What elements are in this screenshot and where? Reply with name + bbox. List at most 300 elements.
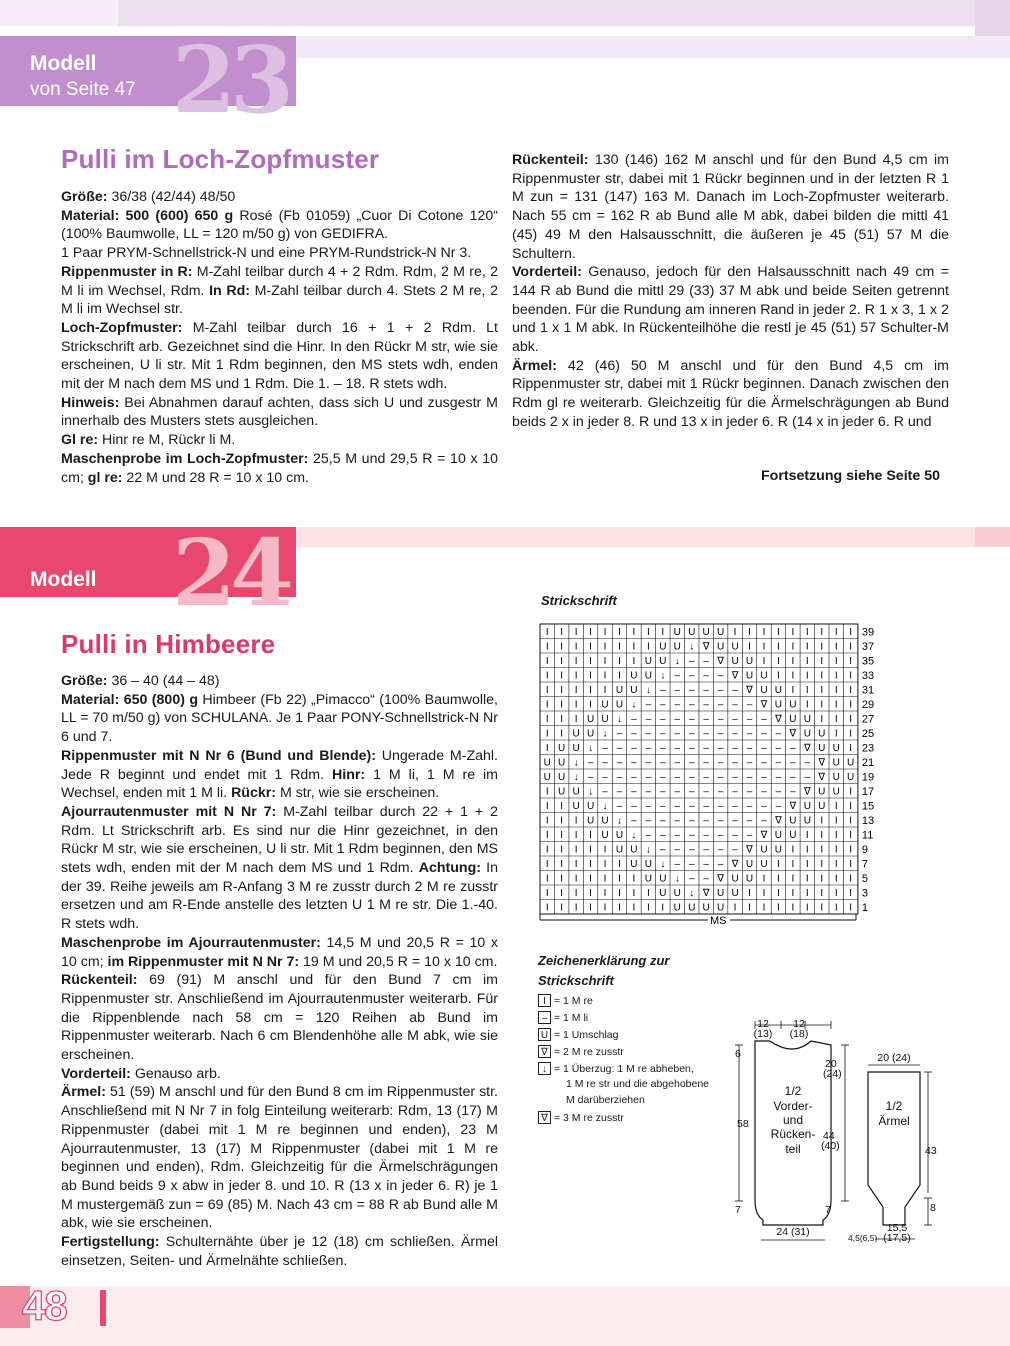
- chart-symbol: U: [731, 888, 739, 899]
- chart-symbol: ↓: [616, 815, 622, 827]
- chart-symbol: I: [603, 641, 607, 653]
- schema-43: 43: [925, 1145, 937, 1157]
- chart-symbol: ↓: [645, 685, 651, 696]
- chart-symbol: U: [586, 714, 595, 725]
- legend-list: [538, 994, 728, 1134]
- chart-symbol: U: [659, 888, 667, 899]
- chart-symbol: I: [748, 641, 751, 653]
- chart-symbol: U: [745, 670, 754, 682]
- chart-symbol: –: [703, 801, 709, 812]
- chart-symbol: I: [805, 888, 809, 899]
- chart-symbol: I: [618, 670, 621, 682]
- chart-symbol: I: [820, 830, 824, 841]
- chart-symbol: U: [774, 699, 783, 711]
- chart-symbol: I: [849, 815, 853, 827]
- chart-symbol: –: [790, 772, 796, 783]
- chart-row-label: 31: [861, 684, 875, 697]
- chart-symbol: U: [601, 699, 609, 711]
- chart-symbol: –: [732, 801, 738, 812]
- legend-symbol: ↓: [538, 1062, 551, 1075]
- chart-symbol: –: [645, 714, 652, 725]
- chart-symbol: I: [834, 888, 838, 899]
- chart-symbol: U: [688, 627, 696, 638]
- chart-symbol: I: [574, 844, 578, 856]
- chart-symbol: I: [603, 859, 607, 870]
- chart-symbol: I: [820, 902, 824, 914]
- chart-symbol: U: [543, 772, 551, 783]
- schema-7-left: 7: [735, 1204, 741, 1216]
- chart-symbol: U: [702, 902, 710, 914]
- chart-symbol: –: [602, 743, 608, 754]
- chart-symbol: I: [762, 627, 766, 638]
- chart-symbol: –: [717, 728, 724, 740]
- chart-symbol: U: [630, 685, 638, 696]
- legend-item-ueberzug-2: [566, 1078, 709, 1090]
- chart-symbol: I: [805, 873, 809, 885]
- chart-symbol: –: [674, 772, 681, 783]
- chart-symbol: –: [674, 685, 681, 696]
- chart-symbol: I: [603, 873, 607, 885]
- chart-symbol: –: [746, 699, 753, 711]
- chart-symbol: –: [804, 772, 811, 783]
- model24-text-column: Größe: 36 – 40 (44 – 48) Material: 650 (800) g Himbeer (Fb 22) „Pimacco“ (100% Baumwolle, LL = 70 m/50 g) von SCHULANA. Je 1 Paar PONY-Schnellstrick-N Nr 6 und 7. Rippenmuster mit N Nr 6 (Bund und Blende): Ungerade M-Zahl. Jede R beginnt und endet mit 1 Rdm. Hinr: 1 M li, 1 M re im Wechsel, enden mit 1 M li. Rückr: M str, wie sie erscheinen. Ajourrautenmuster mit N Nr 7: M-Zahl teilbar durch 22 + 1 + 2 Rdm. Lt Strickschrift arb. Es sind nur die Hinr gezeichnet, in den Rückr M str, wie sie erscheinen, U li str. Mit 1 Rdm beginnen, den MS stets wdh, enden mit der M nach dem MS und 1 Rdm. Achtung: In der 39. Reihe jeweils am R-Anfang 3 M re zusstr durch 2 M re zusstr ersetzen und am R-Ende anstelle des letzten U 1 M re str. Die 1.-40. R stets wdh. Maschenprobe im Ajourrautenmuster: 14,5 M und 20,5 R = 10 x 10 cm; im Rippenmuster mit N Nr 7: 19 M und 20,5 R = 10 x 10 cm. Rückenteil: 69 (91) M anschl und für den Bund 7 cm im Rippenmuster str. Anschließend im Ajourrautenmuster weiterarb. Für die Rippenblende nach 58 cm = 120 Reihen ab Bund im Rippenmuster weiterarb. Nach 6 cm Blendenhöhe alle M abk, wie sie erscheinen. Vorderteil: Genauso arb. Ärmel: 51 (59) M anschl und für den Bund 8 cm im Rippenmuster str. Anschließend mit N Nr 7 in folg Einteilung weiterarb: Rdm, 13 (17) M Rippenmuster (dabei mit 1 M re beginnen und enden), 23 M Ajourrautenmuster, 13 (17) M Rippenmuster (dabei mit 1 M re beginnen und enden), Rdm. Gleichzeitig für die Ärmelschrägungen ab Bund beids 9 x abw in jeder 8. und 10. R (13 x in jeder 6. R) je 1 M mustergemäß zun = 69 (85) M. Nach 43 cm = 88 R ab Bund alle M abk, wie sie erscheinen. Fertigstellung: Schulternähte über je 12 (18) cm schließen. Ärmel einsetzen, Seiten- und Ärmelnähte schließen.: [61, 673, 499, 1269]
- chart-row-label: 15: [861, 800, 875, 813]
- chart-symbol: U: [803, 801, 811, 812]
- chart-symbol: –: [703, 844, 709, 856]
- chart-symbol: I: [834, 685, 838, 696]
- schema-top-left-a: 12: [757, 1018, 769, 1030]
- knitting-chart: [538, 620, 888, 930]
- chart-symbol: I: [589, 888, 592, 899]
- chart-symbol: I: [618, 902, 621, 914]
- chart-symbol: I: [560, 902, 564, 914]
- chart-symbol: I: [560, 815, 564, 827]
- chart-symbol: I: [820, 699, 824, 711]
- chart-symbol: U: [659, 656, 667, 667]
- chart-symbol: I: [603, 627, 607, 638]
- chart-symbol: U: [832, 757, 840, 769]
- chart-symbol: I: [820, 888, 824, 899]
- chart-symbol: U: [673, 902, 681, 914]
- chart-symbol: –: [732, 815, 738, 827]
- chart-symbol: –: [645, 757, 652, 769]
- chart-symbol: I: [849, 641, 853, 653]
- legend-text: M darüberziehen: [566, 1094, 645, 1106]
- chart-symbol: U: [543, 757, 551, 769]
- schema-58: 58: [737, 1118, 749, 1130]
- chart-symbol: I: [849, 627, 853, 638]
- chart-symbol: U: [760, 844, 768, 856]
- footer-band: [0, 1286, 1010, 1346]
- chart-symbol: ↓: [631, 830, 637, 841]
- chart-symbol: –: [804, 757, 811, 769]
- chart-symbol: –: [660, 757, 666, 769]
- chart-symbol: U: [601, 830, 609, 841]
- chart-symbol: –: [746, 801, 753, 812]
- chart-symbol: I: [748, 902, 751, 914]
- chart-symbol: –: [688, 772, 695, 783]
- chart-symbol: ∇: [746, 844, 753, 856]
- chart-symbol: I: [603, 656, 607, 667]
- chart-symbol: I: [849, 830, 853, 841]
- schema-sleeve-label-2: Ärmel: [878, 1114, 910, 1128]
- chart-symbol: I: [733, 902, 737, 914]
- chart-symbol: I: [762, 902, 766, 914]
- chart-symbol: ↓: [674, 656, 680, 667]
- schema-body-label-4: Rücken-: [770, 1127, 816, 1141]
- chart-symbol: U: [659, 873, 667, 885]
- chart-symbol: I: [762, 888, 766, 899]
- chart-symbol: I: [820, 656, 824, 667]
- chart-symbol: I: [820, 859, 824, 870]
- chart-symbol: I: [632, 888, 636, 899]
- chart-symbol: I: [834, 699, 838, 711]
- chart-symbol: I: [762, 656, 766, 667]
- chart-symbol: U: [717, 641, 725, 653]
- chart-symbol: I: [805, 685, 809, 696]
- chart-symbol: I: [849, 873, 853, 885]
- chart-symbol: –: [688, 728, 695, 740]
- chart-symbol: ↓: [573, 772, 579, 783]
- chart-symbol: –: [674, 844, 681, 856]
- legend-text: = 1 M re: [554, 994, 593, 1007]
- chart-symbol: U: [832, 786, 840, 798]
- chart-symbol: I: [791, 656, 795, 667]
- chart-symbol: I: [791, 844, 795, 856]
- chart-symbol: I: [849, 902, 853, 914]
- chart-symbol: –: [732, 728, 738, 740]
- chart-symbol: U: [789, 714, 797, 725]
- schema-sleeve-top: 20 (24): [877, 1052, 911, 1064]
- chart-symbol: –: [775, 757, 782, 769]
- chart-symbol: U: [774, 844, 783, 856]
- chart-symbol: I: [560, 641, 564, 653]
- chart-row-label: 3: [861, 887, 869, 900]
- chart-symbol: ↓: [602, 728, 608, 740]
- chart-symbol: U: [673, 641, 681, 653]
- model24-title: Pulli in Himbeere: [61, 629, 276, 659]
- chart-symbol: U: [832, 772, 840, 783]
- chart-symbol: I: [834, 728, 838, 740]
- chart-symbol: –: [775, 728, 782, 740]
- chart-symbol: –: [645, 801, 652, 812]
- chart-symbol: –: [660, 699, 666, 711]
- legend-symbol: ∇: [538, 1045, 551, 1058]
- legend-item-umschlag: [538, 1028, 619, 1041]
- chart-symbol: –: [645, 772, 652, 783]
- chart-symbol: –: [660, 685, 666, 696]
- chart-symbol: U: [586, 801, 595, 812]
- chart-symbol: I: [646, 627, 650, 638]
- chart-symbol: –: [688, 670, 695, 682]
- chart-symbol: I: [603, 844, 607, 856]
- legend-symbol: I: [538, 994, 551, 1007]
- chart-symbol: U: [774, 685, 783, 696]
- schema-44: 44: [823, 1130, 835, 1142]
- chart-symbol: –: [602, 772, 608, 783]
- chart-symbol: –: [645, 786, 652, 798]
- body-neckline: [770, 1041, 811, 1049]
- page-number-bar: [100, 1290, 106, 1326]
- chart-symbol: –: [717, 786, 724, 798]
- model23-left-column: Größe: 36/38 (42/44) 48/50 Material: 500 (600) 650 g Rosé (Fb 01059) „Cuor Di Cotone 120“ (100% Baumwolle, LL = 120 m/50 g) von GEDIFRA. 1 Paar PRYM-Schnellstrick-N und eine PRYM-Rundstrick-N Nr 3. Rippenmuster in R: M-Zahl teilbar durch 4 + 2 Rdm. Rdm, 2 M re, 2 M li im Wechsel, Rdm. In Rd: M-Zahl teilbar durch 4. Stets 2 M re, 2 M li im Wechsel str. Loch-Zopfmuster: M-Zahl teilbar durch 16 + 1 + 2 Rdm. Lt Strickschrift arb. Gezeichnet sind die Hinr. In den Rückr M str, wie sie erscheinen, U li str. Mit 1 Rdm beginnen, den MS stets wdh, enden mit der M nach dem MS und 1 Rdm. Die 1. – 18. R stets wdh. Hinweis: Bei Abnahmen darauf achten, dass sich U und zusgestr M innerhalb des Musters stets ausgleichen. Gl re: Hinr re M, Rückr li M. Maschenprobe im Loch-Zopfmuster: 25,5 M und 29,5 R = 10 x 10 cm; gl re: 22 M und 28 R = 10 x 10 cm.: [61, 189, 498, 486]
- chart-symbol: I: [545, 902, 549, 914]
- chart-symbol: I: [618, 627, 621, 638]
- chart-symbol: I: [849, 714, 853, 725]
- chart-symbol: U: [558, 757, 566, 769]
- chart-symbol: I: [849, 801, 853, 812]
- chart-symbol: ↓: [616, 714, 622, 725]
- schema-top-left-b: (13): [753, 1028, 773, 1040]
- chart-symbol: I: [545, 859, 549, 870]
- chart-row-label: 23: [861, 742, 875, 755]
- chart-symbol: ↓: [689, 888, 695, 899]
- chart-symbol: U: [818, 743, 826, 754]
- chart-symbol: I: [849, 728, 853, 740]
- chart-symbol: I: [545, 714, 549, 725]
- chart-symbol: I: [560, 714, 564, 725]
- chart-symbol: ↓: [660, 859, 666, 870]
- chart-symbol: I: [618, 888, 621, 899]
- chart-symbol: U: [717, 627, 725, 638]
- chart-symbol: I: [820, 685, 824, 696]
- chart-symbol: U: [586, 728, 595, 740]
- chart-symbol: –: [717, 699, 724, 711]
- chart-symbol: I: [777, 641, 780, 653]
- chart-symbol: –: [688, 757, 695, 769]
- chart-symbol: –: [688, 685, 695, 696]
- chart-symbol: ∇: [818, 757, 826, 769]
- chart-symbol: –: [703, 786, 709, 798]
- chart-symbol: –: [732, 743, 738, 754]
- chart-symbol: –: [688, 859, 695, 870]
- chart-symbol: I: [849, 743, 853, 754]
- chart-symbol: –: [674, 699, 681, 711]
- chart-symbol: I: [618, 656, 621, 667]
- chart-row-label: 21: [861, 757, 875, 769]
- chart-symbol: I: [777, 888, 780, 899]
- chart-row-labels: [862, 627, 874, 915]
- chart-symbol: –: [746, 757, 753, 769]
- chart-symbol: I: [834, 815, 838, 827]
- chart-symbol: I: [805, 627, 809, 638]
- schema-7-right: 7: [825, 1204, 831, 1216]
- chart-symbol: U: [572, 728, 580, 740]
- chart-symbol: I: [805, 902, 809, 914]
- legend-symbol: U: [538, 1028, 551, 1041]
- chart-symbol: –: [775, 772, 782, 783]
- chart-symbol: I: [820, 627, 824, 638]
- chart-symbol: –: [674, 801, 681, 812]
- chart-symbol: –: [746, 714, 753, 725]
- chart-symbol: –: [674, 815, 681, 827]
- chart-symbol: –: [761, 786, 767, 798]
- chart-symbol: I: [589, 844, 592, 856]
- chart-symbol: I: [834, 656, 838, 667]
- chart-symbol: I: [574, 902, 578, 914]
- model24-number: 24: [172, 519, 289, 627]
- chart-symbol: I: [560, 830, 564, 841]
- legend-item-ueberzug-3: [566, 1094, 645, 1106]
- schema-sleeve-side: 4,5(6,5): [848, 1233, 878, 1243]
- chart-row-label: 37: [861, 641, 875, 653]
- chart-symbol: I: [777, 670, 780, 682]
- chart-symbol: –: [616, 728, 623, 740]
- legend-item-3m-zusstr: [538, 1111, 624, 1124]
- legend-item-re: [538, 994, 593, 1007]
- chart-symbol: U: [615, 699, 624, 711]
- schema-body-label-3: und: [782, 1113, 804, 1127]
- chart-symbol: I: [834, 902, 838, 914]
- chart-symbol: I: [646, 902, 650, 914]
- chart-symbol: –: [688, 801, 695, 812]
- chart-symbol: U: [630, 670, 638, 682]
- chart-symbol: –: [703, 757, 709, 769]
- chart-symbol: ∇: [702, 641, 710, 653]
- chart-symbol: I: [805, 670, 809, 682]
- chart-symbol: I: [574, 685, 578, 696]
- chart-symbol: –: [688, 873, 695, 885]
- chart-symbol: I: [574, 888, 578, 899]
- chart-symbol: U: [688, 902, 696, 914]
- chart-symbol: –: [703, 815, 709, 827]
- chart-symbol: –: [660, 786, 666, 798]
- chart-symbol: ↓: [602, 801, 608, 812]
- chart-symbol: –: [688, 714, 695, 725]
- chart-symbol: U: [731, 656, 739, 667]
- legend-text: 1 M re str und die abgehobene: [566, 1078, 710, 1090]
- chart-symbol: –: [717, 844, 724, 856]
- chart-symbol: ↓: [660, 670, 666, 682]
- chart-symbol: –: [631, 757, 637, 769]
- chart-symbol: I: [805, 859, 809, 870]
- chart-symbol: U: [572, 743, 580, 754]
- chart-symbol: I: [632, 873, 636, 885]
- schema-20: 20: [825, 1058, 837, 1070]
- chart-symbol: I: [560, 801, 564, 812]
- chart-symbol: I: [777, 627, 780, 638]
- chart-symbol: ∇: [731, 670, 739, 682]
- chart-symbol: –: [645, 815, 652, 827]
- chart-symbol: I: [545, 656, 549, 667]
- chart-symbol: I: [834, 844, 838, 856]
- band-24: [296, 527, 1010, 547]
- chart-symbol: U: [717, 902, 725, 914]
- chart-symbol: –: [717, 670, 724, 682]
- schema-body-label-1: 1/2: [784, 1084, 802, 1098]
- chart-symbol: –: [631, 743, 637, 754]
- chart-symbol: U: [760, 685, 768, 696]
- chart-symbol: U: [760, 859, 768, 870]
- chart-symbol: I: [560, 685, 564, 696]
- chart-symbol: U: [630, 844, 638, 856]
- chart-row-label: 17: [861, 786, 875, 798]
- chart-symbol: I: [849, 656, 853, 667]
- chart-symbol: ∇: [746, 685, 753, 696]
- chart-symbol: I: [791, 873, 795, 885]
- chart-symbol: U: [644, 859, 652, 870]
- chart-symbol: I: [805, 699, 809, 711]
- chart-symbol: U: [615, 685, 624, 696]
- chart-symbol: I: [545, 685, 549, 696]
- chart-symbol: –: [674, 670, 681, 682]
- chart-symbol: I: [574, 859, 578, 870]
- chart-symbol: –: [746, 772, 753, 783]
- chart-symbol: I: [791, 888, 795, 899]
- chart-symbol: –: [746, 786, 753, 798]
- chart-symbol: ∇: [702, 888, 710, 899]
- chart-row-label: 7: [861, 858, 869, 871]
- chart-symbol: ∇: [789, 801, 797, 812]
- chart-symbol: I: [632, 902, 636, 914]
- chart-symbol: I: [545, 728, 549, 740]
- chart-symbol: U: [630, 859, 638, 870]
- chart-symbol: I: [834, 859, 838, 870]
- chart-symbol: ∇: [717, 656, 724, 667]
- chart-symbol: I: [834, 714, 838, 725]
- chart-symbol: I: [603, 670, 607, 682]
- chart-symbol: –: [587, 772, 594, 783]
- chart-symbol: I: [545, 844, 549, 856]
- chart-symbol: U: [615, 844, 624, 856]
- chart-symbol: I: [849, 685, 853, 696]
- chart-symbol: ∇: [803, 743, 811, 754]
- chart-symbol: I: [574, 627, 578, 638]
- chart-row-label: 13: [861, 815, 875, 827]
- chart-symbol: I: [791, 670, 795, 682]
- chart-grid: [540, 624, 858, 914]
- schema-six: 6: [735, 1048, 741, 1060]
- chart-symbol: ∇: [760, 699, 768, 711]
- chart-symbol: I: [646, 641, 650, 653]
- chart-symbol: U: [644, 873, 652, 885]
- chart-symbol: I: [560, 656, 564, 667]
- chart-symbol: I: [560, 859, 564, 870]
- chart-symbol: I: [560, 670, 564, 682]
- chart-symbol: I: [834, 873, 838, 885]
- chart-symbol: –: [790, 786, 796, 798]
- chart-ms-bracket: [540, 914, 856, 920]
- chart-symbol: I: [618, 859, 621, 870]
- chart-symbol: –: [732, 685, 738, 696]
- chart-symbol: –: [717, 685, 724, 696]
- chart-symbol: I: [646, 888, 650, 899]
- chart-symbol: –: [761, 757, 767, 769]
- chart-symbol: I: [777, 873, 780, 885]
- chart-symbol: I: [791, 902, 795, 914]
- chart-symbol: I: [834, 641, 838, 653]
- schema-sleeve-bottom-a: 15,5: [886, 1222, 908, 1234]
- chart-row-label: 29: [861, 699, 875, 711]
- chart-symbol: –: [674, 714, 681, 725]
- chart-row-label: 19: [861, 771, 875, 784]
- chart-symbol: U: [760, 670, 768, 682]
- chart-symbol: –: [688, 815, 695, 827]
- chart-symbol: –: [732, 699, 738, 711]
- chart-symbol: –: [761, 815, 767, 827]
- chart-symbol: I: [545, 786, 549, 798]
- chart-symbol: –: [717, 757, 724, 769]
- chart-symbol: U: [601, 815, 609, 827]
- chart-symbol: U: [789, 815, 797, 827]
- legend-text: = 3 M re zusstr: [554, 1111, 624, 1124]
- chart-symbol: –: [631, 801, 637, 812]
- chart-symbol: U: [717, 888, 725, 899]
- chart-symbol: I: [545, 801, 549, 812]
- chart-symbol: –: [746, 830, 753, 841]
- chart-symbol: –: [732, 757, 738, 769]
- chart-symbol: ∇: [818, 772, 826, 783]
